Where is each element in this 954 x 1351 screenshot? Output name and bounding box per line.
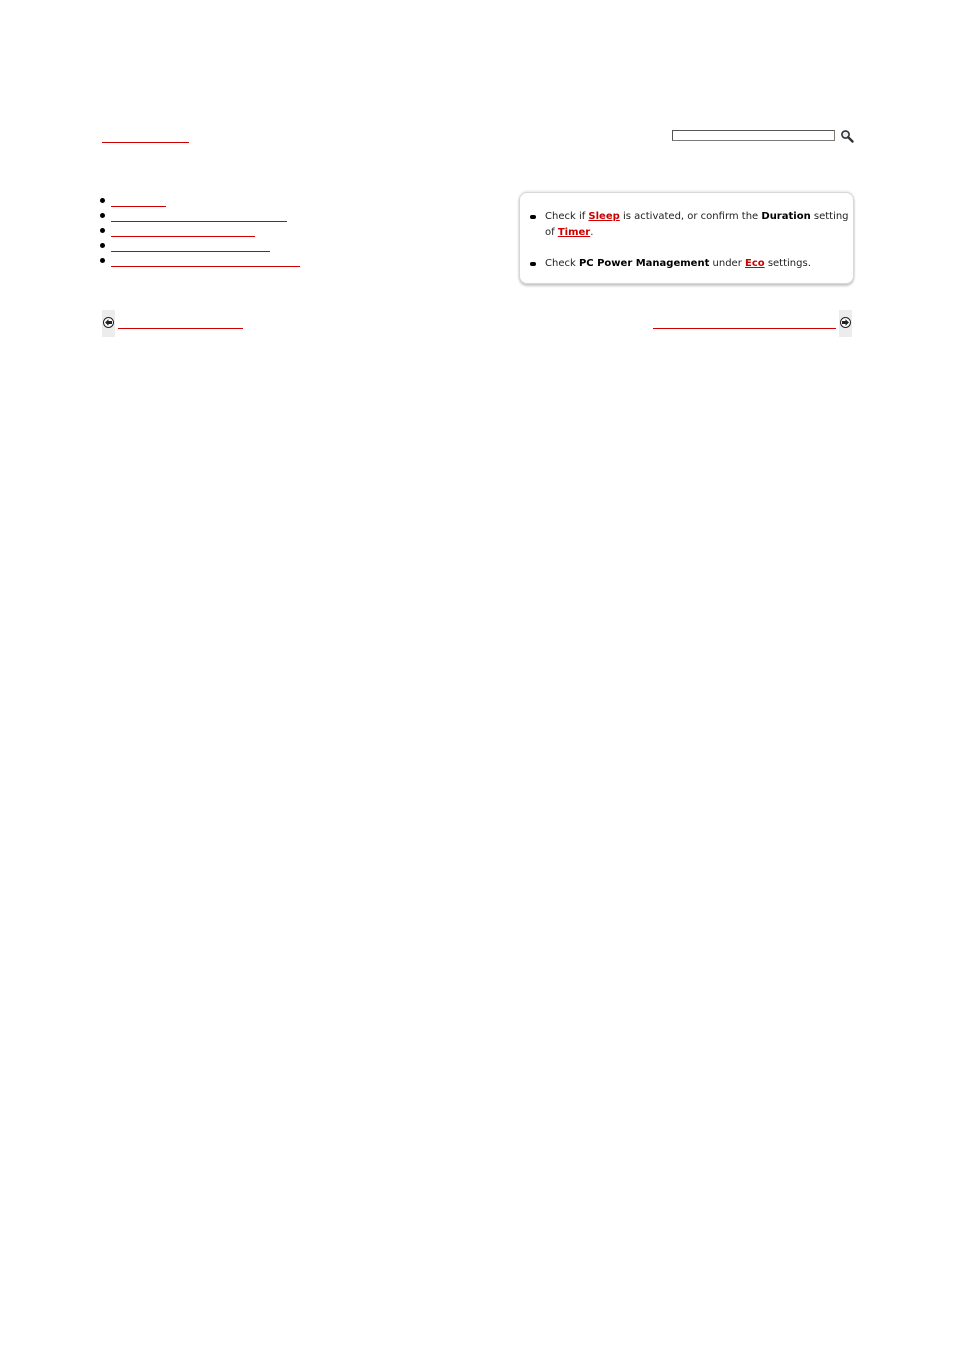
topic-link-1[interactable] — [111, 195, 166, 207]
bullet-icon — [100, 258, 105, 263]
note-item-sleep-timer — [545, 209, 850, 241]
previous-page-button[interactable] — [102, 310, 115, 337]
note-text: settings. — [764, 258, 811, 269]
previous-page-link[interactable] — [118, 314, 243, 329]
topic-link-4[interactable] — [111, 240, 270, 252]
bullet-icon — [530, 215, 536, 219]
note-text: under — [709, 258, 745, 269]
list-item — [100, 225, 300, 240]
arrow-right-icon — [840, 317, 851, 328]
pc-power-management-term: PC Power Management — [578, 258, 710, 269]
bullet-icon — [530, 262, 536, 266]
topic-link-list — [100, 195, 300, 270]
bullet-icon — [100, 213, 105, 218]
top-link[interactable] — [102, 128, 189, 143]
note-text: setting of — [545, 211, 849, 238]
next-page-link[interactable] — [653, 314, 836, 329]
bullet-icon — [100, 228, 105, 233]
note-text: . — [590, 227, 594, 238]
note-text: Check — [545, 258, 579, 269]
note-panel — [519, 192, 854, 284]
timer-link[interactable]: Timer — [557, 227, 591, 238]
note-text: is activated, or confirm the — [619, 211, 762, 222]
list-item — [100, 240, 300, 255]
list-item — [100, 255, 300, 270]
next-page-button[interactable] — [839, 310, 852, 337]
search-input[interactable] — [672, 130, 835, 141]
bullet-icon — [100, 243, 105, 248]
bullet-icon — [100, 198, 105, 203]
arrow-left-icon — [103, 317, 114, 328]
topic-link-2[interactable] — [111, 210, 287, 222]
list-item — [100, 195, 300, 210]
magnifier-icon — [840, 129, 854, 143]
eco-link[interactable]: Eco — [745, 258, 765, 269]
note-text: Check if — [545, 211, 589, 222]
search-button[interactable] — [840, 128, 854, 142]
sleep-link[interactable]: Sleep — [588, 211, 620, 222]
list-item — [100, 210, 300, 225]
note-item-power-management — [545, 256, 850, 272]
topic-link-5[interactable] — [111, 255, 300, 267]
duration-term: Duration — [761, 211, 811, 222]
topic-link-3[interactable] — [111, 225, 255, 237]
